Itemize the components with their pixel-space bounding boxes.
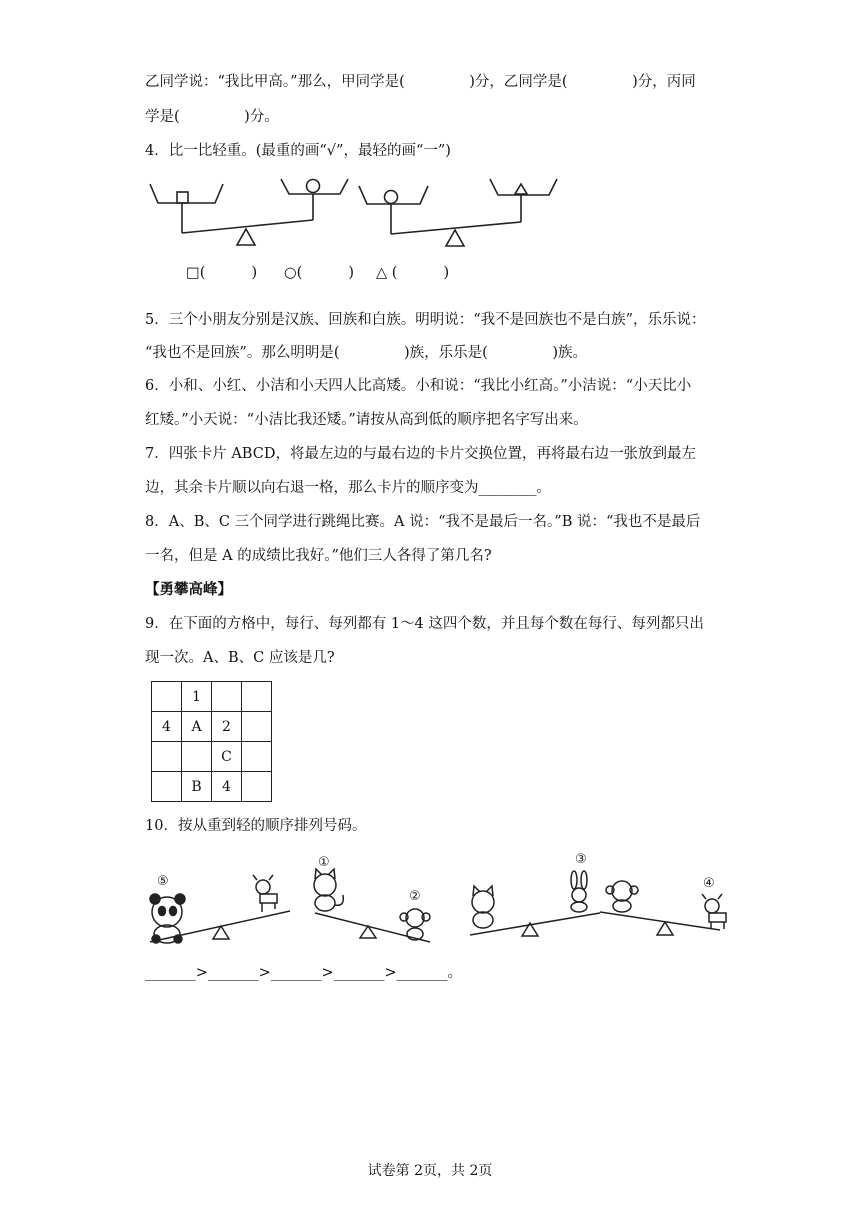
q4-answer-circle: ○( )	[284, 265, 355, 281]
grid-cell: B	[182, 772, 212, 802]
question-7: 7．四张卡片 ABCD，将最左边的与最右边的卡片交换位置，再将最右边一张放到最左	[145, 446, 696, 462]
question-9-cont: 现一次。A、B、C 应该是几?	[145, 650, 335, 666]
grid-cell: 4	[212, 772, 242, 802]
animal-number-5: ⑤	[157, 874, 169, 889]
grid-cell: A	[182, 712, 212, 742]
question-6-cont: 红矮。”小天说：“小洁比我还矮。”请按从高到低的顺序把名字写出来。	[145, 412, 588, 428]
question-8-cont: 一名，但是 A 的成绩比我好。”他们三人各得了第几名?	[145, 548, 492, 564]
q4-answer-square: □( )	[186, 265, 258, 281]
page-footer: 试卷第 2页，共 2页	[367, 1163, 493, 1179]
question-9: 9．在下面的方格中，每行、每列都有 1～4 这四个数，并且每个数在每行、每列都只出	[145, 616, 704, 632]
animal-number-3: ③	[575, 852, 587, 867]
panda-icon	[150, 894, 185, 943]
question-7-cont: 边，其余卡片顺以向右退一格，那么卡片的顺序变为________。	[145, 480, 551, 496]
section-heading: 【勇攀高峰】	[145, 582, 232, 598]
text-line-1: 乙同学说：“我比甲高。”那么，甲同学是( )分，乙同学是( )分，丙同	[145, 74, 696, 90]
answer-blanks-q10: _______>_______>_______>_______>_______。	[145, 965, 462, 981]
grid-cell: 2	[212, 712, 242, 742]
q4-answer-triangle: △ ( )	[376, 265, 450, 281]
question-8: 8．A、B、C 三个同学进行跳绳比赛。A 说：“我不是最后一名。”B 说：“我也不是最后	[145, 514, 701, 530]
monkey-icon-2	[606, 881, 638, 912]
grid-cell: 1	[182, 682, 212, 712]
cat-icon-2	[472, 886, 494, 928]
grid-cell: 4	[152, 712, 182, 742]
text-line-2: 学是( )分。	[145, 109, 279, 125]
question-6: 6．小和、小红、小洁和小天四人比高矮。小和说：“我比小红高。”小洁说：“小天比小	[145, 378, 692, 394]
question-10: 10．按从重到轻的顺序排列号码。	[145, 818, 367, 834]
question-4: 4．比一比轻重。(最重的画“√”，最轻的画“一”)	[145, 143, 451, 159]
animal-number-2: ②	[409, 889, 421, 904]
animal-number-1: ①	[318, 855, 330, 870]
rabbit-icon	[571, 871, 587, 912]
cat-icon	[314, 869, 343, 911]
question-5: 5．三个小朋友分别是汉族、回族和白族。明明说：“我不是回族也不是白族”，乐乐说：	[145, 312, 706, 328]
question-5-cont: “我也不是回族”。那么明明是( )族，乐乐是( )族。	[145, 345, 588, 361]
deer-icon	[253, 875, 277, 912]
grid-cell: C	[212, 742, 242, 772]
deer-icon-2	[702, 894, 726, 929]
animal-number-4: ④	[703, 876, 715, 891]
